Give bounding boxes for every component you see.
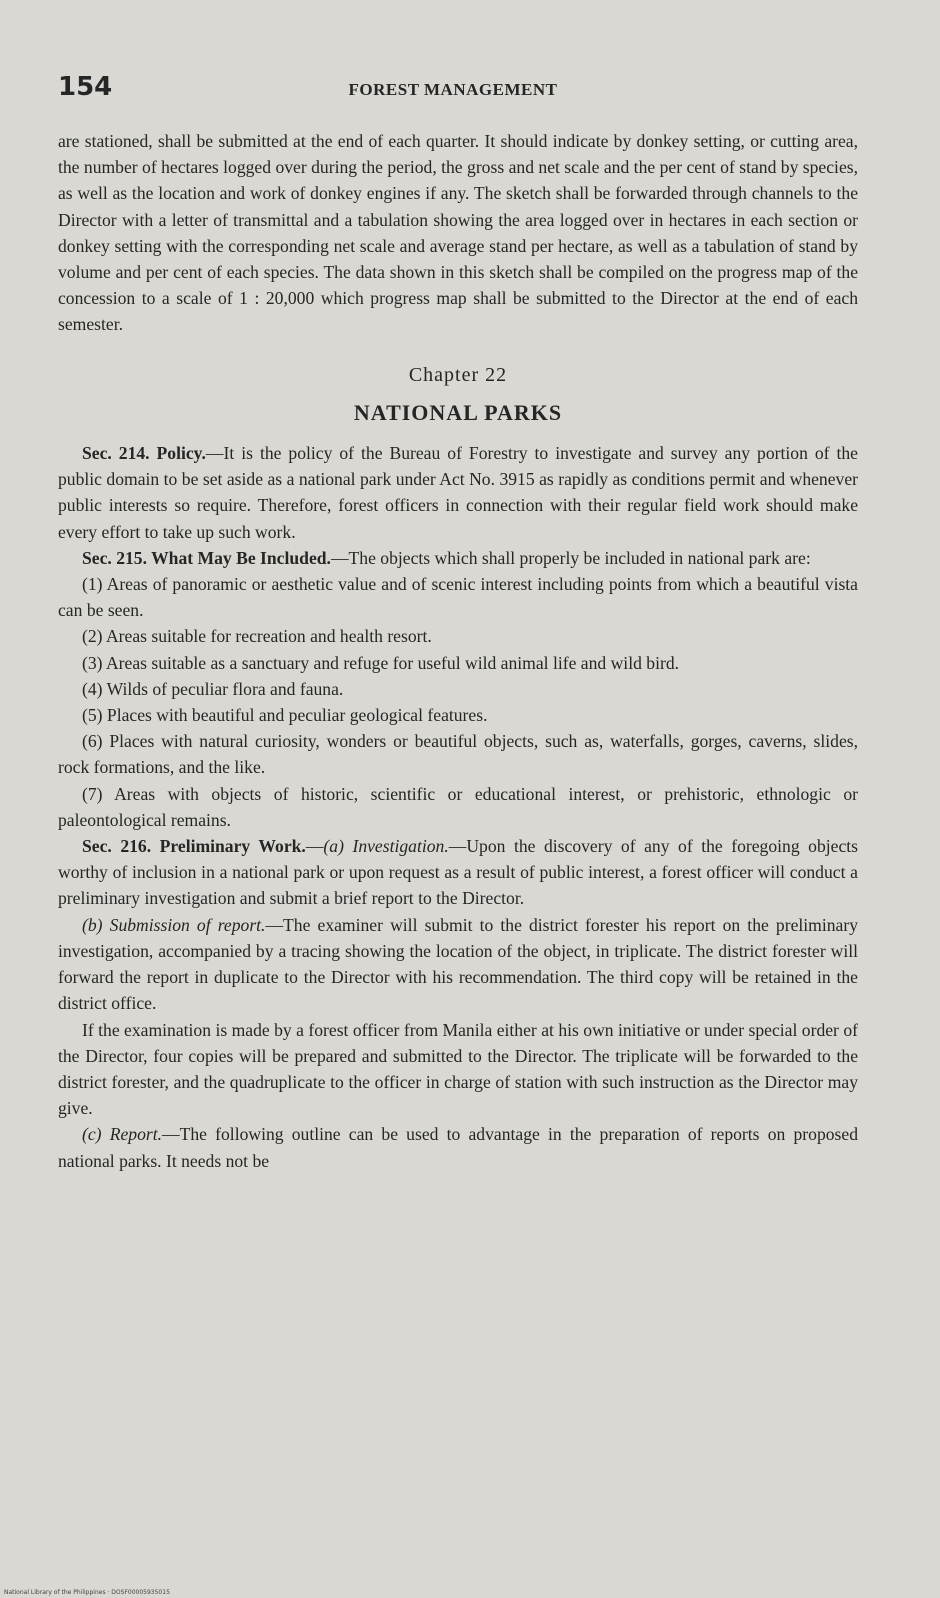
- scan-footer: National Library of the Philippines · DOSF00005935015: [4, 1589, 170, 1596]
- chapter-label: Chapter 22: [408, 363, 508, 386]
- running-title: FOREST MANAGEMENT: [348, 80, 558, 99]
- sec-216-c-title: Report.: [109, 1124, 163, 1145]
- list-item: (3) Areas suitable as a sanctuary and refuge for useful wild animal life and wild bird.: [82, 652, 680, 673]
- sec-214-heading: Sec. 214. Policy.: [82, 443, 206, 464]
- intro-paragraph: are stationed, shall be submitted at the end of each quarter. It should indicate by donkey setting, or cutting area, the number of hectares logged over during the period, the gross and net scale and the per cent of stand by species, as well as the location and work of donkey engines if any. The sketch shall be forwarded through channels to the Director with a letter of transmittal and a tabulation showing the area logged over in hectares in each section or donkey setting with the corresponding net scale and average stand per hectare, as well as a tabulation of stand by volume and per cent of each species. The data shown in this sketch shall be compiled on the progress map of the concession to a scale of 1 : 20,000 which progress map shall be submitted to the Director at the end of each semester.: [58, 131, 858, 335]
- sec-216-a-text: —Upon the discovery of any of the foregoing objects worthy of inclusion in a national park or upon request as a result of public interest, a forest officer will conduct a preliminary investigation and submit a brief report to the Director.: [58, 836, 858, 909]
- list-item: (5) Places with beautiful and peculiar geological features.: [82, 705, 488, 726]
- sec-215-text: —The objects which shall properly be included in national park are:: [330, 547, 811, 568]
- chapter-title: NATIONAL PARKS: [353, 399, 563, 425]
- page-body: [58, 128, 858, 1174]
- list-item: (7) Areas with objects of historic, scientific or educational interest, or prehistoric, ethnologic or paleontological remains.: [58, 783, 858, 830]
- sec-216-heading: Sec. 216. Preliminary Work.: [82, 836, 306, 857]
- page-header: [58, 72, 848, 112]
- sec-216-b-text: —The examiner will submit to the district forester his report on the preliminary investigation, accompanied by a tracing showing the location of the object, in triplicate. The district forester will forward the report in duplicate to the Director with his recommendation. The third copy will be retained in the district office.: [58, 914, 858, 1014]
- sec-216-b-paragraph: [58, 912, 858, 1017]
- sec-216-b-label: (b): [82, 914, 103, 935]
- sec-214-text: —It is the policy of the Bureau of Forestry to investigate and survey any portion of the public domain to be set aside as a national park under Act No. 3915 as rapidly as conditions permit and whenever public interests so require. Therefore, forest officers in connection with their regular field work should make every effort to take up such work.: [58, 443, 858, 542]
- sec-215-heading: Sec. 215. What May Be Included.: [82, 547, 331, 568]
- list-item: (4) Wilds of peculiar flora and fauna.: [82, 678, 344, 699]
- list-item: (1) Areas of panoramic or aesthetic value and of scenic interest including points from which a beautiful vista can be seen.: [58, 574, 858, 621]
- sec-216-paragraph: Sec. 216. Preliminary Work.—(a) Investigation.—Upon the discovery of any of the foregoing objects worthy of inclusion in a national park or upon request as a result of public interest, a forest officer will conduct a preliminary investigation and submit a brief report to the Director.: [58, 836, 858, 909]
- page-number: 154: [58, 72, 113, 102]
- sec-216-a-label: (a): [323, 836, 344, 857]
- list-item: (2) Areas suitable for recreation and health resort.: [82, 626, 432, 647]
- sec-214-paragraph: [58, 440, 858, 545]
- sec-216-b-title: Submission of report.: [109, 914, 266, 935]
- list-item: (6) Places with natural curiosity, wonders or beautiful objects, such as, waterfalls, gorges, caverns, slides, rock formations, and the like.: [58, 731, 858, 778]
- sec-216-c-text: —The following outline can be used to advantage in the preparation of reports on proposed national parks. It needs not be: [58, 1124, 858, 1171]
- sec-215-paragraph: [58, 545, 858, 571]
- sec-216-c-paragraph: [58, 1121, 858, 1173]
- sec-216-manila-paragraph: If the examination is made by a forest officer from Manila either at his own initiative or under special order of the Director, four copies will be prepared and submitted to the Director. The triplicate will be forwarded to the district forester, and the quadruplicate to the officer in charge of station with such instruction as the Director may give.: [58, 1019, 858, 1119]
- sec-216-c-label: (c): [82, 1124, 102, 1145]
- sec-216-a-title: Investigation.: [352, 836, 449, 857]
